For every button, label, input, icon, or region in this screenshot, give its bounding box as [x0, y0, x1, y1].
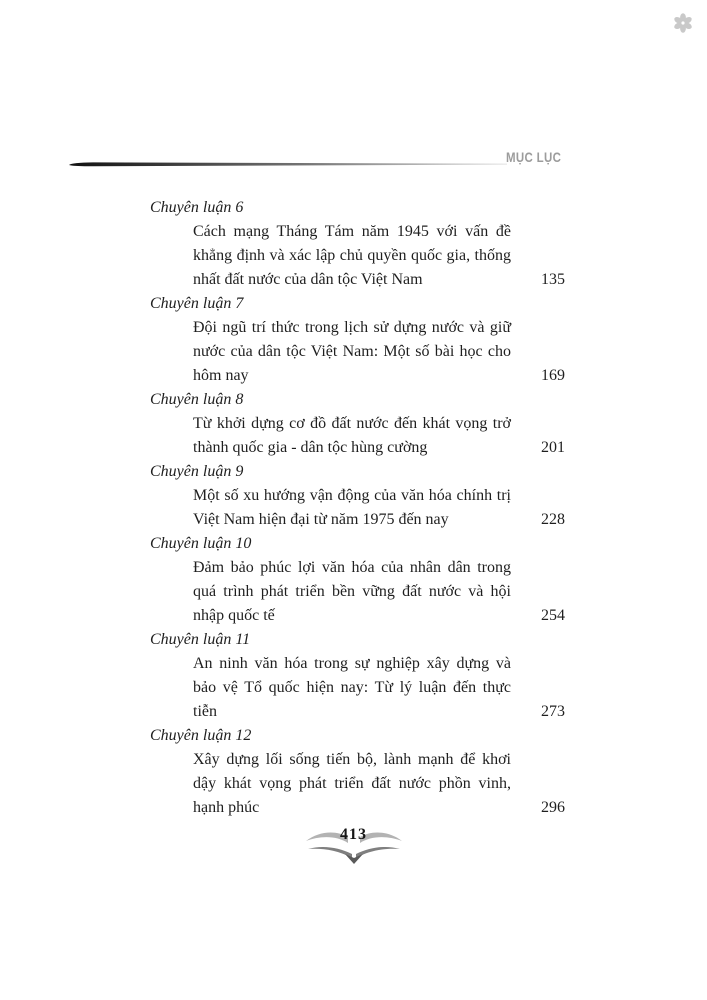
entry-heading: Chuyên luận 10: [150, 535, 252, 552]
header-rule: [69, 158, 507, 170]
entry-title-text: Từ khởi dựng cơ đồ đất nước đến khát vọng trở thành quốc gia - dân tộc hùng cường: [193, 415, 511, 456]
flower-icon: [673, 13, 693, 33]
entry-page-number: 273: [541, 703, 565, 720]
toc-entry: [150, 724, 565, 820]
entry-heading: Chuyên luận 9: [150, 463, 244, 480]
entry-heading: Chuyên luận 6: [150, 199, 244, 216]
entry-heading: Chuyên luận 7: [150, 295, 244, 312]
toc-entry: [150, 628, 565, 724]
entry-page-number: 201: [541, 439, 565, 456]
folio-page-number: 413: [340, 826, 367, 843]
table-of-contents: [150, 196, 565, 820]
toc-entry: [150, 532, 565, 628]
page-header-title: MỤC LỤC: [506, 150, 562, 165]
toc-entry: [150, 388, 565, 460]
entry-title-text: Đội ngũ trí thức trong lịch sử dựng nước và giữ nước của dân tộc Việt Nam: Một số bài học cho hôm nay: [193, 319, 511, 384]
toc-entry: [150, 196, 565, 292]
entry-page-number: 135: [541, 271, 565, 288]
toc-entry: [150, 460, 565, 532]
entry-heading: Chuyên luận 8: [150, 391, 244, 408]
entry-page-number: 254: [541, 607, 565, 624]
entry-title-text: Một số xu hướng vận động của văn hóa chính trị Việt Nam hiện đại từ năm 1975 đến nay: [193, 487, 511, 528]
entry-heading: Chuyên luận 11: [150, 631, 251, 648]
entry-title-text: An ninh văn hóa trong sự nghiệp xây dựng và bảo vệ Tổ quốc hiện nay: Từ lý luận đến thực tiễn: [193, 655, 511, 720]
toc-entry: [150, 292, 565, 388]
entry-page-number: 228: [541, 511, 565, 528]
entry-title-text: Đảm bảo phúc lợi văn hóa của nhân dân trong quá trình phát triển bền vững đất nước và hội nhập quốc tế: [193, 559, 511, 624]
entry-heading: Chuyên luận 12: [150, 727, 252, 744]
entry-page-number: 296: [541, 799, 565, 816]
entry-title-text: Xây dựng lối sống tiến bộ, lành mạnh để khơi dậy khát vọng phát triển đất nước phồn vinh, hạnh phúc: [193, 751, 511, 816]
entry-page-number: 169: [541, 367, 565, 384]
entry-title-text: Cách mạng Tháng Tám năm 1945 với vấn đề khẳng định và xác lập chủ quyền quốc gia, thống nhất đất nước của dân tộc Việt Nam: [193, 223, 511, 288]
page-footer: [0, 824, 707, 868]
